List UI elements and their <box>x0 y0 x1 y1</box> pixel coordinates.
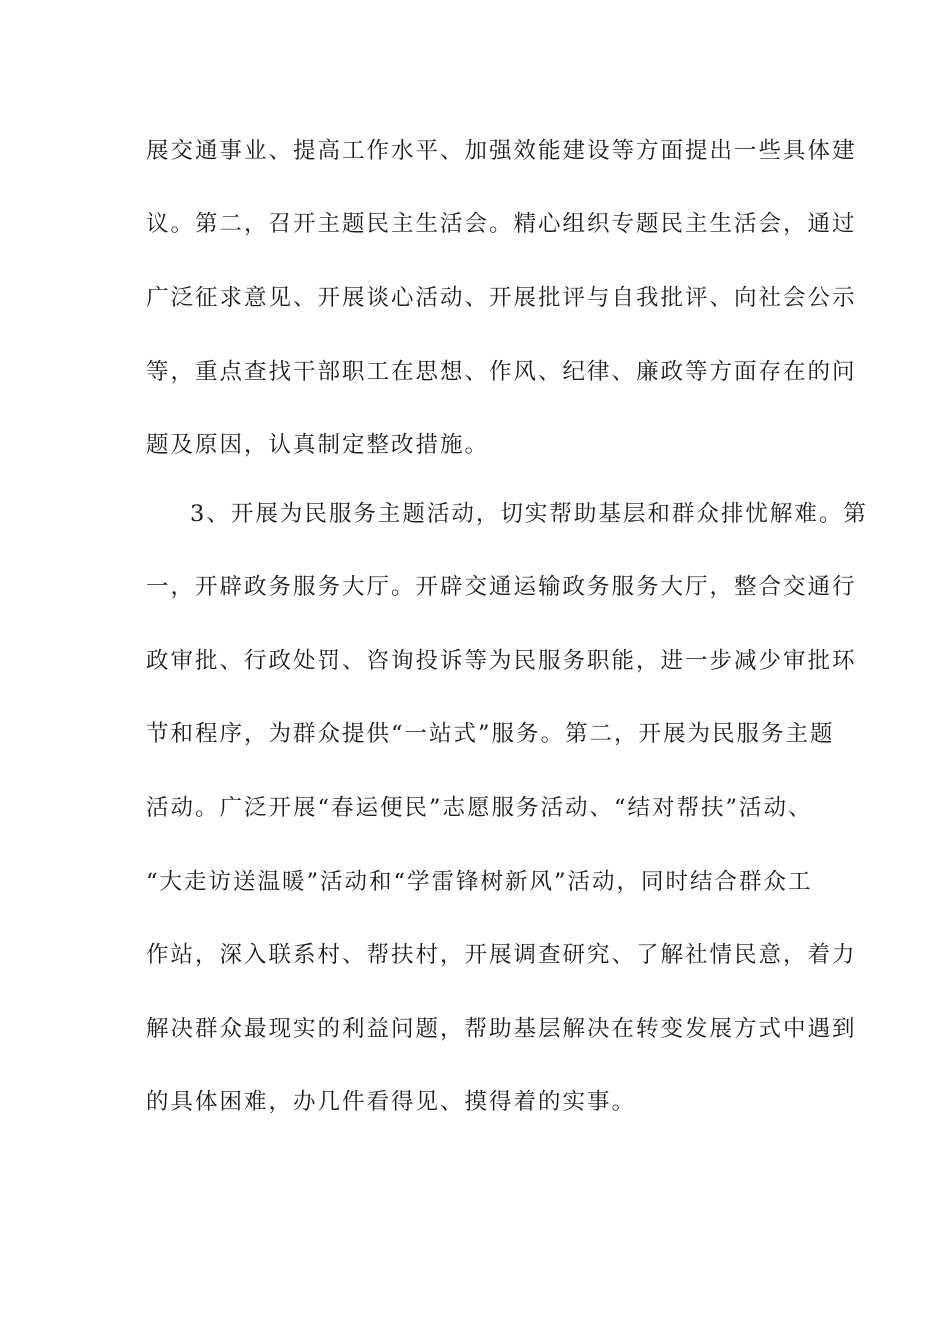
paragraph-first-line: 3、开展为民服务主题活动，切实帮助基层和群众排忧解难。第 <box>190 501 868 527</box>
text-line: 节和程序，为群众提供“一站式”服务。第二，开展为民服务主题 <box>146 721 835 747</box>
text-line: 等，重点查找干部职工在思想、作风、纪律、廉政等方面存在的问 <box>146 359 857 385</box>
text-line: 一，开辟政务服务大厅。开辟交通运输政务服务大厅，整合交通行 <box>146 574 857 600</box>
text-line: 的具体困难，办几件看得见、摸得着的实事。 <box>146 1089 637 1115</box>
text-line: 解决群众最现实的利益问题，帮助基层解决在转变发展方式中遇到 <box>146 1016 857 1042</box>
text-line: 题及原因，认真制定整改措施。 <box>146 432 490 458</box>
text-line: 政审批、行政处罚、咨询投诉等为民服务职能，进一步减少审批环 <box>146 648 857 674</box>
text-line: 议。第二，召开主题民主生活会。精心组织专题民主生活会，通过 <box>146 211 857 237</box>
text-line: “大走访送温暖”活动和“学雷锋树新风”活动，同时结合群众工 <box>146 869 813 895</box>
text-line: 作站，深入联系村、帮扶村，开展调查研究、了解社情民意，着力 <box>146 942 857 968</box>
text-line: 活动。广泛开展“春运便民”志愿服务活动、“结对帮扶”活动、 <box>146 795 813 821</box>
text-line: 广泛征求意见、开展谈心活动、开展批评与自我批评、向社会公示 <box>146 285 857 311</box>
text-line: 展交通事业、提高工作水平、加强效能建设等方面提出一些具体建 <box>146 138 857 164</box>
